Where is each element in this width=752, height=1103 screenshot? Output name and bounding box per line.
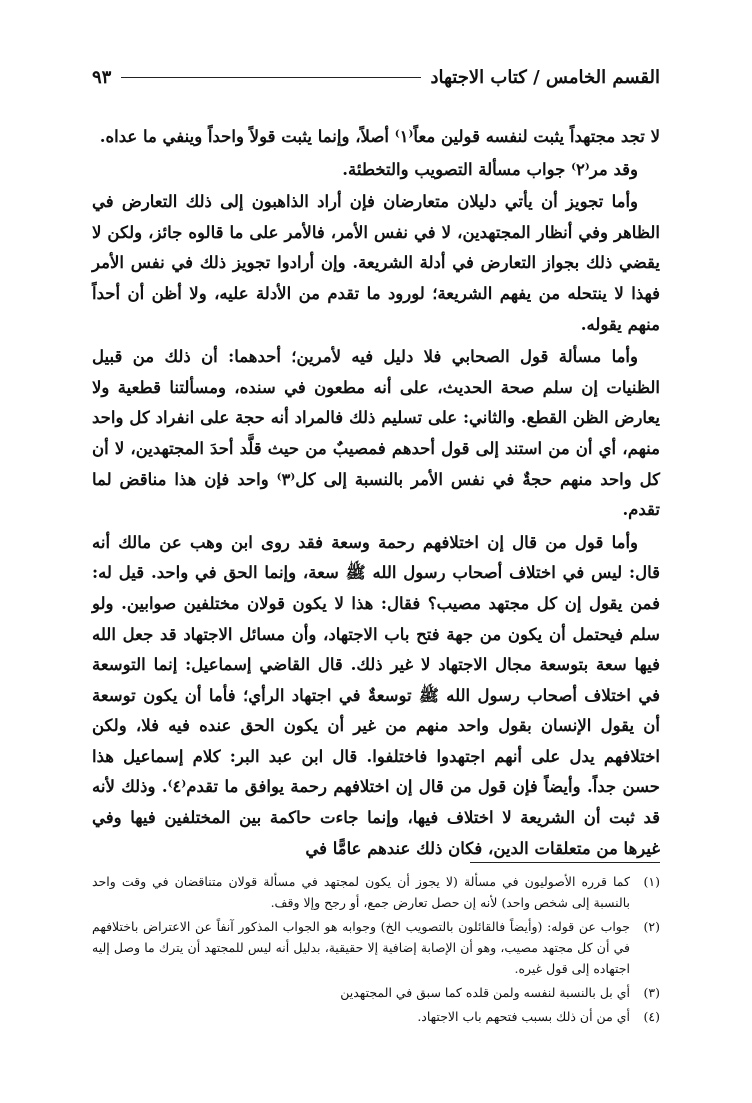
main-text — [92, 122, 660, 866]
footnote-text: كما قرره الأصوليون في مسألة (لا يجوز أن يكون لمجتهد في مسألة قولان متناقضان في وقت واحد بالنسبة إلى شخص واحد) لأنه إن حصل تعارض جمع، أو رجح وإلا وقف. — [92, 874, 630, 910]
footnote — [92, 982, 660, 1003]
paragraph: وقد مر⁽٢⁾ جواب مسألة التصويب والتخطئة. — [342, 159, 638, 179]
footnote-text: جواب عن قوله: (وأيضاً فالقائلون بالتصويب الخ) وجوابه هو الجواب المذكور آنفاً عن الاعتراض باختلافهم في أن كل مجتهد مصيب، وهو أن الإصابة إضافية إلا حقيقية، بدليل أنه ليس للمجتهد أن يترك ما وصل إليه اجتهاده إلى قول غيره. — [92, 919, 630, 976]
header-rule — [121, 77, 420, 78]
footnotes — [92, 871, 660, 1030]
footnote-number: (٣) — [643, 985, 660, 1000]
footnote-text: أي بل بالنسبة لنفسه ولمن قلده كما سبق في المجتهدين — [340, 985, 630, 1000]
footnote — [92, 916, 660, 979]
paragraph: وأما قول من قال إن اختلافهم رحمة وسعة فقد روى ابن وهب عن مالك أنه قال: ليس في اختلاف أصحاب رسول الله ﷺ سعة، وإنما الحق في واحد. قيل له: فمن يقول إن كل مجتهد مصيب؟ فقال: هذا لا يكون قولان مختلفين صوابين. ولو سلم فيحتمل أن يكون من جهة فتح باب الاجتهاد، وأن مسائل الاجتهاد قد جعل الله فيها سعة بتوسعة مجال الاجتهاد لا غير ذلك. قال القاضي إسماعيل: إنما التوسعة في اختلاف أصحاب رسول الله ﷺ توسعةٌ في اجتهاد الرأي؛ فأما أن يكون توسعة أن يقول الإنسان بقول واحد منهم من غير أن يكون الحق عنده فيه فلا، ولكن اختلافهم يدل على أنهم اجتهدوا فاختلفوا. قال ابن عبد البر: كلام إسماعيل هذا حسن جداً. وأيضاً فإن قول من قال إن اختلافهم رحمة يوافق ما تقدم⁽٤⁾. وذلك لأنه قد ثبت أن الشريعة لا اختلاف فيها، وإنما جاءت حاكمة بين المختلفين فيها وفي غيرها من متعلقات الدين، فكان ذلك عندهم عامًّا في — [92, 532, 660, 858]
paragraph: لا تجد مجتهداً يثبت لنفسه قولين معاً⁽١⁾ أصلاً، وإنما يثبت قولاً واحداً وينفي ما عداه. — [99, 127, 660, 146]
running-title: القسم الخامس / كتاب الاجتهاد — [430, 66, 660, 88]
page-number: ٩٣ — [92, 66, 112, 88]
footnote-number: (١) — [643, 874, 660, 889]
running-header — [92, 62, 660, 92]
footnote-number: (٤) — [643, 1009, 660, 1024]
footnote-text: أي من أن ذلك بسبب فتحهم باب الاجتهاد. — [417, 1009, 630, 1024]
footnote — [92, 1006, 660, 1027]
paragraph: وأما تجويز أن يأتي دليلان متعارضان فإن أراد الذاهبون إلى ذلك التعارض في الظاهر وفي أنظار المجتهدين، لا في نفس الأمر، فالأمر على ما قالوه جائز، ولكن لا يقضي ذلك بجواز التعارض في أدلة الشريعة. وإن أرادوا تجويز ذلك في نفس الأمر فهذا لا ينتحله من يفهم الشريعة؛ لورود ما تقدم من الأدلة عليه، ولا أظن أن أحداً منهم يقوله. — [92, 192, 660, 334]
footnote — [92, 871, 660, 913]
paragraph: وأما مسألة قول الصحابي فلا دليل فيه لأمرين؛ أحدهما: أن ذلك من قبيل الظنيات إن سلم صحة الحديث، على أنه مطعون في سنده، ومسألتنا قطعية ولا يعارض الظن القطع. والثاني: على تسليم ذلك فالمراد أنه حجة على انفراد كل واحد منهم، أي أن من استند إلى قول أحدهم فمصيبٌ من حيث قلَّد أحدَ المجتهدين، لا أن كل واحد منهم حجةٌ في نفس الأمر بالنسبة إلى كل⁽٣⁾ واحد فإن هذا مناقض لما تقدم. — [92, 347, 660, 520]
footnote-separator — [470, 862, 660, 863]
footnote-number: (٢) — [643, 919, 660, 934]
